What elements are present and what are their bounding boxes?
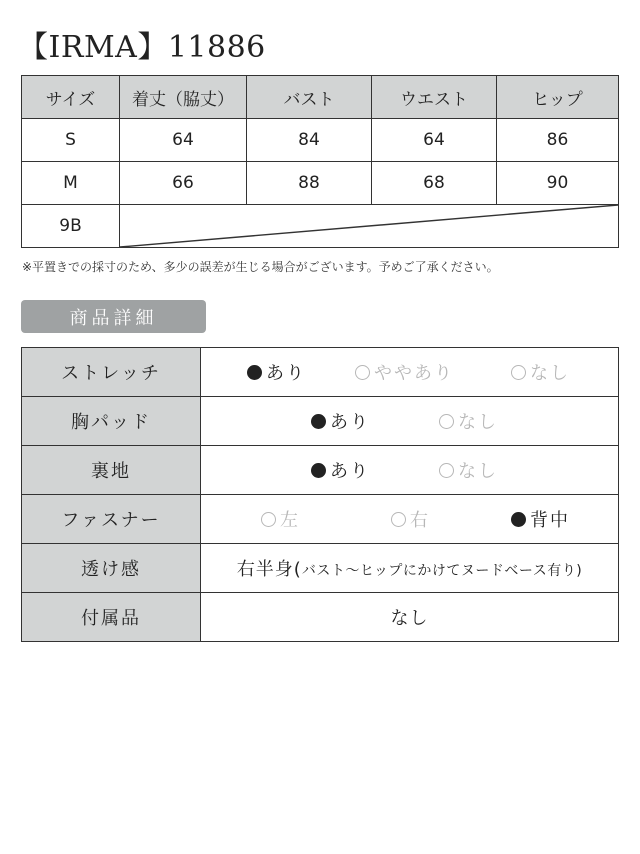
filled-circle-icon	[311, 414, 326, 429]
hip-cell: 90	[497, 162, 619, 205]
hollow-circle-icon	[439, 463, 454, 478]
page-title: 【IRMA】11886	[18, 30, 266, 65]
waist-cell: 64	[372, 119, 497, 162]
sheer-sub-text: バスト〜ヒップにかけてヌードベース有り)	[301, 563, 583, 579]
hollow-circle-icon	[439, 414, 454, 429]
stretch-label: ストレッチ	[22, 348, 201, 397]
sheer-value	[201, 544, 619, 593]
option-ari	[247, 359, 355, 385]
size-table-header-row	[22, 76, 619, 119]
detail-row-lining	[22, 446, 619, 495]
size-table	[21, 75, 619, 248]
option-migi	[391, 506, 511, 532]
size-cell: S	[22, 119, 120, 162]
hip-cell: 86	[497, 119, 619, 162]
length-cell: 64	[120, 119, 247, 162]
lining-options	[201, 446, 619, 495]
detail-row-sheer	[22, 544, 619, 593]
hollow-circle-icon	[511, 365, 526, 380]
table-row	[22, 119, 619, 162]
option-label: あり	[330, 412, 370, 433]
hollow-circle-icon	[391, 512, 406, 527]
pad-options	[201, 397, 619, 446]
fastener-label: ファスナー	[22, 495, 201, 544]
filled-circle-icon	[511, 512, 526, 527]
stretch-options	[201, 348, 619, 397]
hollow-circle-icon	[355, 365, 370, 380]
pad-label: 胸パッド	[22, 397, 201, 446]
option-yayaari	[355, 359, 511, 385]
section-title: 商品詳細	[21, 300, 206, 333]
detail-table	[21, 347, 619, 642]
option-label: あり	[266, 363, 306, 384]
length-cell: 66	[120, 162, 247, 205]
sheer-main-text: 右半身(	[236, 559, 302, 580]
option-label: ややあり	[374, 363, 454, 384]
detail-row-pad	[22, 397, 619, 446]
option-label: 右	[410, 510, 430, 531]
option-ari	[311, 457, 439, 483]
detail-row-stretch	[22, 348, 619, 397]
fastener-options	[201, 495, 619, 544]
option-label: 背中	[530, 510, 570, 531]
option-ari	[311, 408, 439, 434]
accessories-value: なし	[201, 593, 619, 642]
empty-merged-cell	[120, 205, 619, 248]
detail-row-accessories	[22, 593, 619, 642]
size-cell: 9B	[22, 205, 120, 248]
header-bust: バスト	[247, 76, 372, 119]
measurement-note: ※平置きでの採寸のため、多少の誤差が生じる場合がございます。予めご了承ください。	[22, 260, 499, 274]
filled-circle-icon	[311, 463, 326, 478]
bust-cell: 88	[247, 162, 372, 205]
option-nashi	[439, 408, 498, 434]
bust-cell: 84	[247, 119, 372, 162]
header-waist: ウエスト	[372, 76, 497, 119]
option-senaka	[511, 506, 570, 532]
detail-row-fastener	[22, 495, 619, 544]
option-label: あり	[330, 461, 370, 482]
header-length: 着丈（脇丈）	[120, 76, 247, 119]
table-row	[22, 162, 619, 205]
hollow-circle-icon	[261, 512, 276, 527]
header-hip: ヒップ	[497, 76, 619, 119]
size-cell: M	[22, 162, 120, 205]
table-row	[22, 205, 619, 248]
lining-label: 裏地	[22, 446, 201, 495]
option-label: なし	[458, 461, 498, 482]
option-nashi	[511, 359, 570, 385]
header-size: サイズ	[22, 76, 120, 119]
accessories-label: 付属品	[22, 593, 201, 642]
waist-cell: 68	[372, 162, 497, 205]
option-label: なし	[458, 412, 498, 433]
option-nashi	[439, 457, 498, 483]
sheer-label: 透け感	[22, 544, 201, 593]
option-hidari	[261, 506, 391, 532]
filled-circle-icon	[247, 365, 262, 380]
option-label: 左	[280, 510, 300, 531]
option-label: なし	[530, 363, 570, 384]
diagonal-line	[120, 205, 618, 247]
